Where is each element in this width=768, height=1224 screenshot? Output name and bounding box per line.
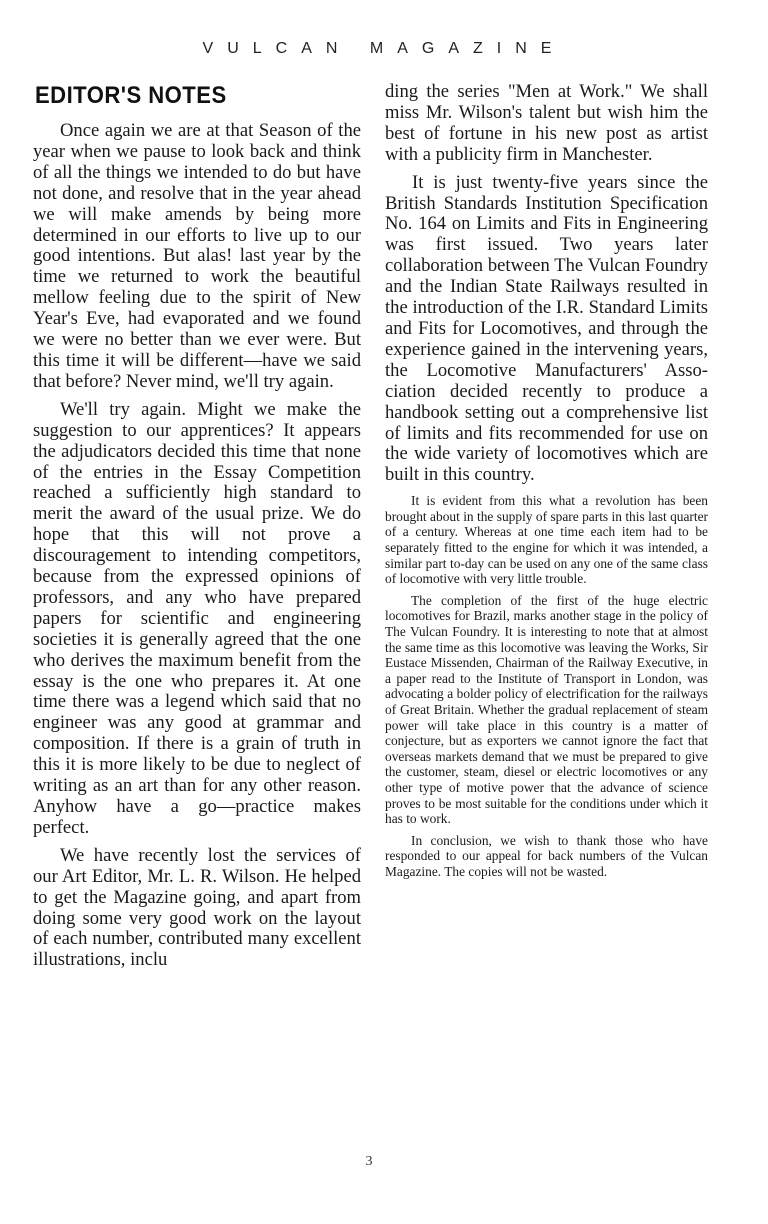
paragraph-new-year: Once again we are at that Season of the year when we pause to look back and think of all the things we intended to do but have not done, and resolve that in the year ahead we will make amends by being more determined in our efforts to live up to our good intentions. But alas! last year by the time we returned to work the beautiful mellow feeling due to the spirit of New Year's Eve, had evaporated and we found we were no better than we ever were. But this time it will be different—have we said that before? Never mind, we'll try again.	[33, 120, 361, 392]
running-head: VULCAN MAGAZINE	[202, 40, 566, 57]
page-number: 3	[365, 1154, 373, 1169]
paragraph-electric-locomotives: The completion of the first of the huge electric locomotives for Brazil, marks another stage in the policy of The Vulcan Foundry. It is interesting to note that at almost the same time as this locomotive was leaving the Works, Sir Eustace Missenden, Chairman of the Railway Executive, in a paper read to the Institute of Transport in London, was advocating a bolder policy of electrification for the railways of Great Britain. Whether the gradual replacement of steam power will take place in this country is a matter of conjecture, but as exporters we cannot ignore the fact that overseas markets demand that we must be prepared to give the customer, steam, diesel or electric locomotives or any other type of motive power that the advance of science proves to be most suitable for the conditions under which it has to work.	[385, 592, 708, 827]
paragraph-art-editor-continued: ding the series "Men at Work." We shall miss Mr. Wilson's talent but wish him the best of fortune in his new post as artist with a publicity firm in Manchester.	[385, 81, 708, 165]
left-column	[33, 82, 361, 978]
paragraph-essay-competition: We'll try again. Might we make the suggestion to our apprentices? It appears the adjudicators decided this time that none of the entries in the Essay Competition reached a sufficiently high standard to merit the award of the usual prize. We do hope that this will not prove a discouragement to intending competitors, because from the expressed opinions of professors, and any who have prepared papers for scientific and engineering societies it is generally agreed that the one who derives the maximum benefit from the essay is the one who prepares it. At one time there was a legend which said that no engineer was any good at grammar and composition. If there is a grain of truth in this it is more likely to be due to neglect of writing as an art than for any other reason. Anyhow have a go—practice makes perfect.	[33, 398, 361, 838]
paragraph-conclusion: In conclusion, we wish to thank those who have responded to our appeal for back numbers of the Vulcan Magazine. The copies will not be wasted.	[385, 832, 708, 879]
paragraph-spare-parts: It is evident from this what a revolution has been brought about in the supply of spare parts in this last quarter of a century. Whereas at one time each item had to be separately fitted to the engine for which it was intended, a similar part to-day can be used on any one of the same class of locomotive with very little trouble.	[385, 493, 708, 587]
article-title: EDITOR'S NOTES	[35, 82, 227, 109]
paragraph-limits-and-fits: It is just twenty-five years since the British Standards Institution Specification No. 164 on Limits and Fits in Engineering was first issued. Two years later collaboration between The Vulcan Foundry and the Indian State Railways resulted in the introduction of the I.R. Standard Limits and Fits for Locomotives, and through the experience gained in the intervening years, the Locomotive Manufacturers' Association decided recently to produce a handbook setting out a comprehensive list of limits and fits recommended for use on the wide variety of locomotives which are built in this country.	[385, 171, 708, 486]
right-column	[385, 82, 708, 885]
paragraph-art-editor: We have recently lost the services of our Art Editor, Mr. L. R. Wilson. He helped to get the Magazine going, and apart from doing some very good work on the layout of each number, contributed many excellent illustrations, inclu	[33, 844, 361, 971]
